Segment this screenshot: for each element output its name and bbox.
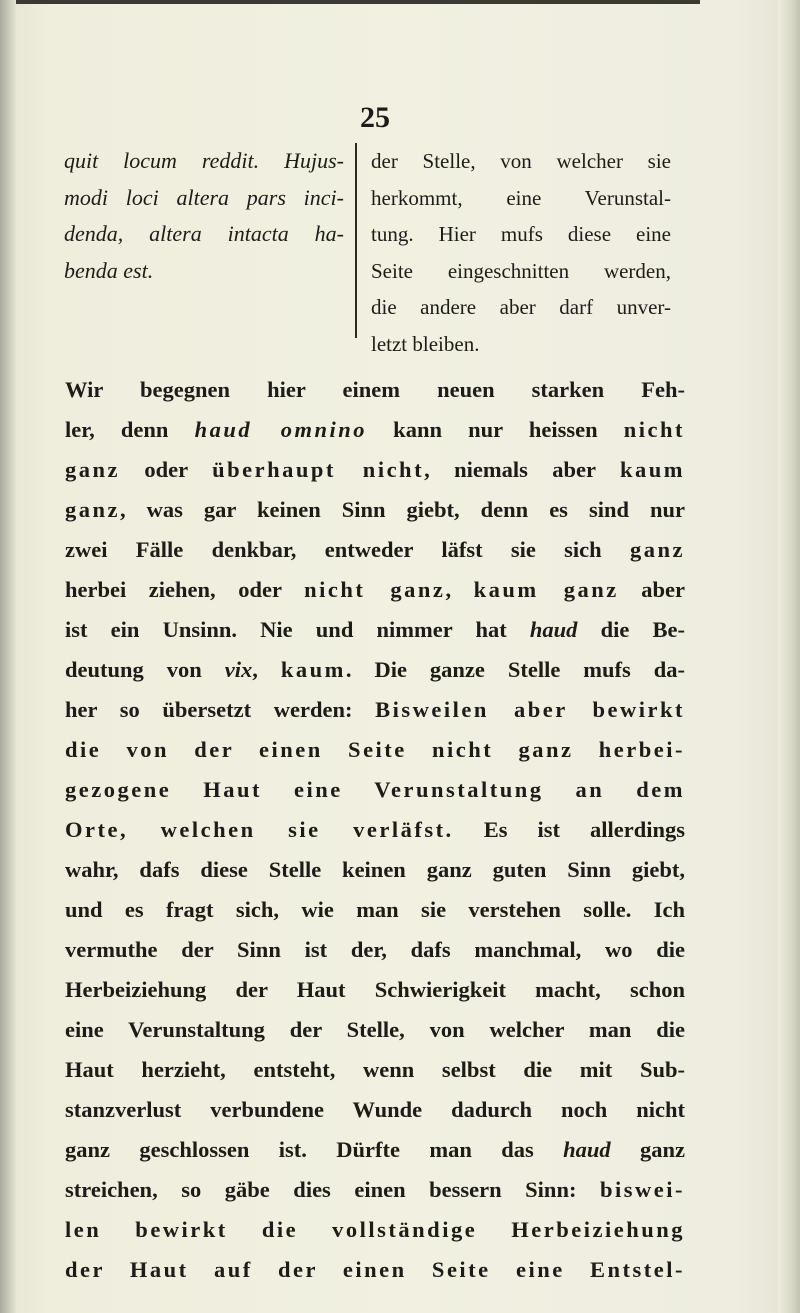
text-run: zwei Fälle denkbar, entweder läfst sie sich xyxy=(65,537,630,562)
german-note-line: tung. Hier mufs diese eine xyxy=(371,222,671,246)
paragraph-line xyxy=(65,1090,685,1130)
emphasis-spaced: kaum xyxy=(619,457,685,482)
emphasis-spaced: ganz xyxy=(65,497,120,522)
text-run: oder xyxy=(120,457,213,482)
emphasis-spaced: len bewirkt die vollständige Herbeiziehung xyxy=(65,1217,685,1242)
text-run: . Die ganze Stelle mufs da- xyxy=(345,657,686,682)
page-edge-shadow xyxy=(778,0,800,1313)
paragraph-line xyxy=(65,490,685,530)
paragraph-line xyxy=(65,770,685,810)
paragraph-line xyxy=(65,610,685,650)
german-note-line: die andere aber darf unver- xyxy=(371,295,671,319)
text-run: ganz xyxy=(610,1137,685,1162)
paragraph-line xyxy=(65,730,685,770)
text-run: eine Verunstaltung der Stelle, von welcher man die xyxy=(65,1017,685,1042)
text-run: , niemals aber xyxy=(424,457,620,482)
emphasis-spaced: nicht ganz xyxy=(304,577,446,602)
paragraph-line xyxy=(65,890,685,930)
emphasis-spaced: die von der einen Seite nicht ganz herbei- xyxy=(65,737,685,762)
latin-note xyxy=(64,143,344,289)
german-note-line: letzt bleiben. xyxy=(371,331,480,356)
paragraph-line xyxy=(65,1130,685,1170)
paragraph-line xyxy=(65,370,685,410)
paragraph-line xyxy=(65,1210,685,1250)
paragraph-line xyxy=(65,450,685,490)
emphasis-spaced: gezogene Haut eine Verunstaltung an dem xyxy=(65,777,685,802)
paragraph-line xyxy=(65,850,685,890)
emphasis-spaced: überhaupt nicht xyxy=(212,457,425,482)
text-run: Haut herzieht, entsteht, wenn selbst die mit Sub- xyxy=(65,1057,685,1082)
text-run: die Be- xyxy=(577,617,685,642)
emphasis-spaced: der Haut auf der einen Seite eine Entstel- xyxy=(65,1257,685,1282)
text-run: ganz geschlossen ist. Dürfte man das xyxy=(65,1137,564,1162)
paragraph-line xyxy=(65,1050,685,1090)
page-number: 25 xyxy=(360,101,390,134)
paragraph-line xyxy=(65,570,685,610)
paragraph-line xyxy=(65,810,685,850)
german-note-line: Seite eingeschnitten werden, xyxy=(371,258,671,283)
paragraph-line xyxy=(65,530,685,570)
text-run: , xyxy=(445,577,474,602)
latin-note-line: quit locum reddit. Hujus- xyxy=(64,148,344,173)
text-run: und es fragt sich, wie man sie verstehen solle. Ich xyxy=(65,897,685,922)
text-run: ist ein Unsinn. Nie und nimmer hat xyxy=(65,617,530,642)
emphasis-italic: haud xyxy=(563,1137,611,1162)
text-run: kann nur heissen xyxy=(367,417,624,442)
text-run: Wir begegnen hier einem neuen starken Feh- xyxy=(65,377,685,402)
emphasis-italic: vix xyxy=(224,657,253,682)
emphasis-spaced: nicht xyxy=(623,417,686,442)
text-run: aber xyxy=(618,577,685,602)
latin-note-line: benda est. xyxy=(64,257,154,283)
book-spine-shadow xyxy=(0,0,16,1313)
column-divider xyxy=(355,143,357,338)
emphasis-spaced: kaum xyxy=(280,657,346,682)
german-note xyxy=(371,143,671,362)
paragraph-line xyxy=(65,410,685,450)
text-run: deutung von xyxy=(65,657,225,682)
paragraph-line xyxy=(65,1170,685,1210)
text-run: streichen, so gäbe dies einen bessern Sinn: xyxy=(65,1177,600,1202)
text-run: Es ist allerdings xyxy=(453,817,685,842)
text-run: her so übersetzt werden: xyxy=(65,697,376,722)
text-run: vermuthe der Sinn ist der, dafs manchmal, wo die xyxy=(65,937,685,962)
text-run: stanzverlust verbundene Wunde dadurch noch nicht xyxy=(65,1097,685,1122)
emphasis-spaced: kaum ganz xyxy=(473,577,619,602)
emphasis-spaced: Bisweilen aber bewirkt xyxy=(375,697,685,722)
emphasis-spaced: Orte, welchen sie verläfst. xyxy=(65,817,454,842)
paragraph-line xyxy=(65,1010,685,1050)
text-run: , was gar keinen Sinn giebt, denn es sind nur xyxy=(120,497,685,522)
text-run: wahr, dafs diese Stelle keinen ganz guten Sinn giebt, xyxy=(65,857,685,882)
top-edge-rule xyxy=(0,0,700,4)
latin-note-line: modi loci altera pars inci- xyxy=(64,184,344,210)
main-paragraph xyxy=(65,370,685,1290)
text-run: , xyxy=(252,657,281,682)
paragraph-line xyxy=(65,690,685,730)
paragraph-line xyxy=(65,650,685,690)
paragraph-line xyxy=(65,1250,685,1290)
german-note-line: der Stelle, von welcher sie xyxy=(371,149,671,173)
paragraph-line xyxy=(65,970,685,1010)
german-note-line: herkommt, eine Verunstal- xyxy=(371,185,671,210)
text-run: ler, denn xyxy=(65,417,195,442)
emphasis-italic: haud xyxy=(529,617,578,642)
paragraph-line xyxy=(65,930,685,970)
latin-note-line: denda, altera intacta ha- xyxy=(64,221,344,246)
emphasis-spaced: ganz xyxy=(630,537,685,562)
text-run: herbei ziehen, oder xyxy=(65,577,305,602)
text-run: Herbeiziehung der Haut Schwierigkeit macht, schon xyxy=(65,977,685,1002)
emphasis-spaced: ganz xyxy=(65,457,120,482)
emphasis-spaced: biswei- xyxy=(600,1177,685,1202)
emphasis-italic: haud omnino xyxy=(194,417,368,442)
